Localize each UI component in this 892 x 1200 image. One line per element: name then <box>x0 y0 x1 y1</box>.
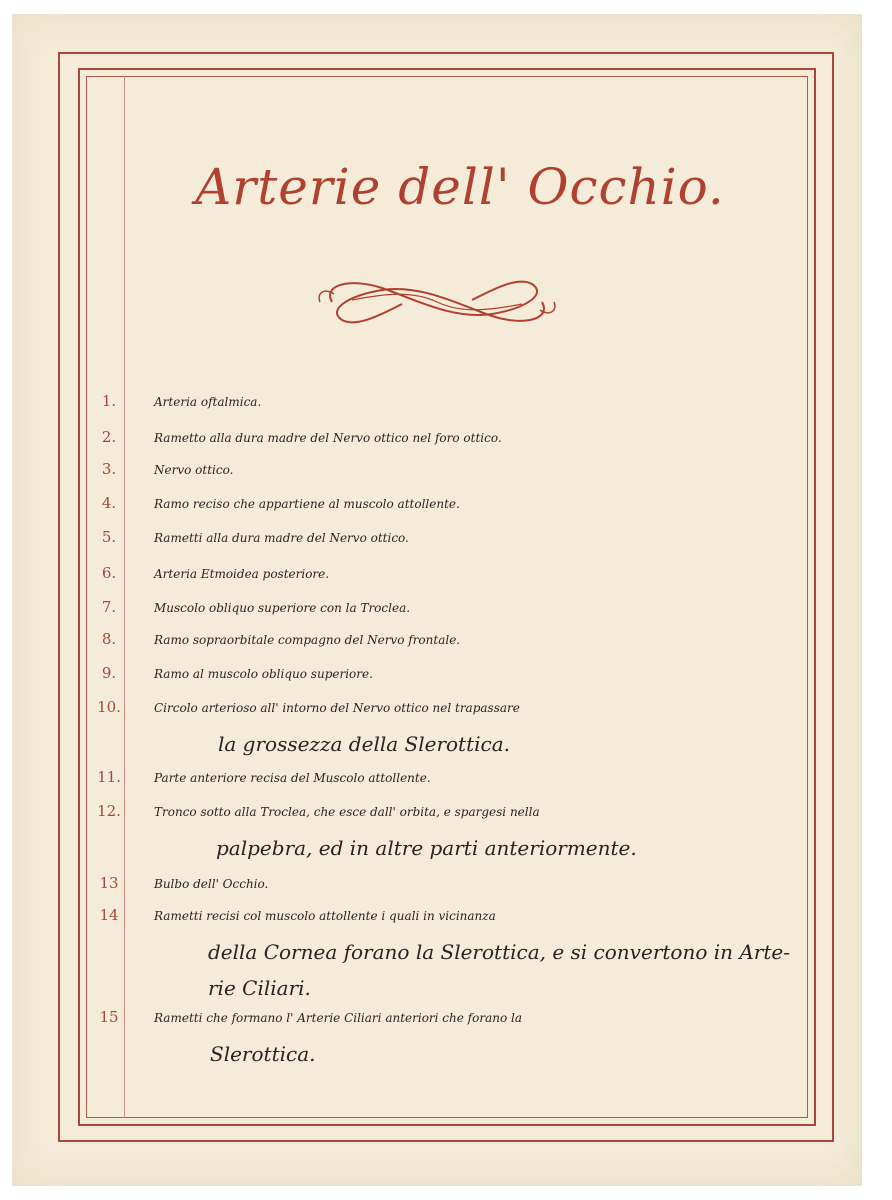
entry-number: 14 <box>99 906 119 924</box>
entry-text: Rametti che formano l' Arterie Ciliari anteriori che forano la <box>154 1011 522 1025</box>
entry-continuation: rie Ciliari. <box>208 976 311 1000</box>
entry-text: Rametto alla dura madre del Nervo ottico nel foro ottico. <box>154 431 502 445</box>
entry-continuation: palpebra, ed in altre parti anteriormente. <box>216 836 637 860</box>
entry-number: 12. <box>97 802 121 820</box>
entry-number: 13 <box>99 874 119 892</box>
entry-text: Circolo arterioso all' intorno del Nervo ottico nel trapassare <box>154 701 520 715</box>
entry-number: 15 <box>99 1008 119 1026</box>
flourish-ornament <box>312 270 562 334</box>
entry-number: 11. <box>97 768 121 786</box>
entry-text: Ramo sopraorbitale compagno del Nervo frontale. <box>154 633 461 647</box>
entry-text: Ramo al muscolo obliquo superiore. <box>154 667 373 681</box>
entry-number: 6. <box>101 564 117 582</box>
entry-text: Arteria Etmoidea posteriore. <box>154 567 330 581</box>
entry-number: 3. <box>101 460 117 478</box>
entry-number: 10. <box>97 698 121 716</box>
entry-text: Tronco sotto alla Troclea, che esce dall' orbita, e spargesi nella <box>154 805 540 819</box>
entry-text: Muscolo obliquo superiore con la Troclea. <box>154 601 411 615</box>
entry-number: 8. <box>101 630 117 648</box>
entry-number: 9. <box>101 664 117 682</box>
entry-number: 7. <box>101 598 117 616</box>
entry-text: Parte anteriore recisa del Muscolo attollente. <box>154 771 431 785</box>
entry-text: Rametti recisi col muscolo attollente i quali in vicinanza <box>154 909 496 923</box>
entry-number: 1. <box>101 392 117 410</box>
entry-number: 4. <box>101 494 117 512</box>
page-title: Arterie dell' Occhio. <box>195 158 725 216</box>
margin-rule <box>124 76 125 1118</box>
entry-number: 5. <box>101 528 117 546</box>
entry-text: Bulbo dell' Occhio. <box>154 877 269 891</box>
entry-number: 2. <box>101 428 117 446</box>
entry-continuation: Slerottica. <box>210 1042 316 1066</box>
entry-text: Ramo reciso che appartiene al muscolo attollente. <box>154 497 460 511</box>
entry-continuation: della Cornea forano la Slerottica, e si convertono in Arte- <box>208 940 791 964</box>
entry-text: Rametti alla dura madre del Nervo ottico. <box>154 531 409 545</box>
entry-text: Nervo ottico. <box>154 463 234 477</box>
entry-continuation: la grossezza della Slerottica. <box>218 732 511 756</box>
entry-text: Arteria oftalmica. <box>154 395 262 409</box>
